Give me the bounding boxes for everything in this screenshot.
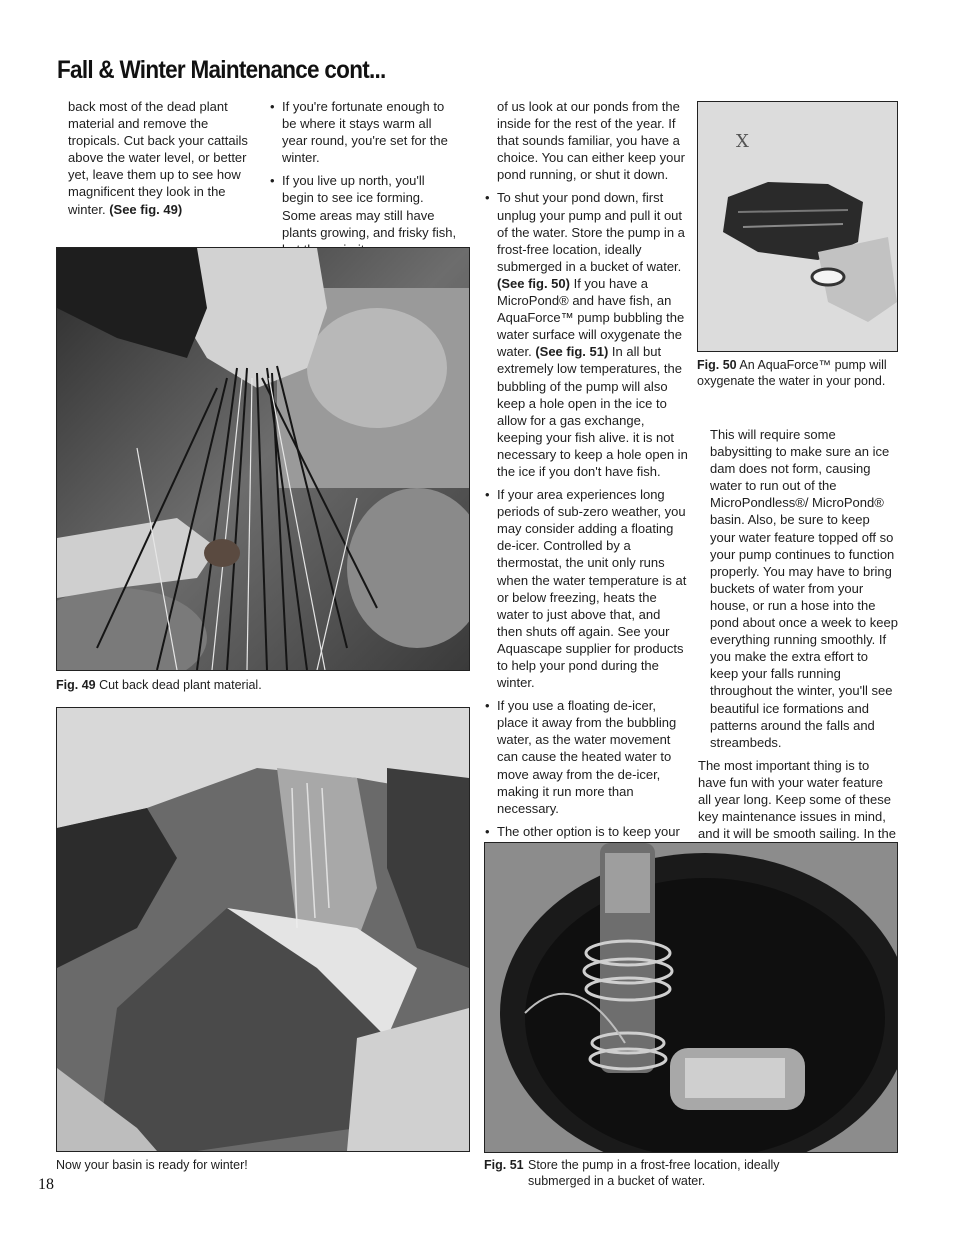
col3-intro: of us look at our ponds from the inside for the rest of the year. If that sounds familiar, you have a choice. You can either keep your pond running, or shut it down. [497, 99, 685, 183]
bullet-text: In all but extremely low temperatures, the bubbling of the pump will also keep a hole open in the ice to allow for a gas exchange, keeping your fish alive. it is not necessary to keep a hole open in the ice if you don't have fish. [497, 344, 688, 479]
see-fig50-ref: (See fig. 50) [497, 275, 570, 291]
fig51-photo [484, 842, 898, 1153]
see-fig49-ref: (See fig. 49) [109, 201, 183, 217]
bullet-text: If you have a MicroPond® and have fish, an AquaForce™ pump bubbling the water surface will oxygenate the water. [497, 275, 685, 360]
fig49-label: Fig. 49 [56, 678, 96, 692]
fig49-caption-text: Cut back dead plant material. [99, 678, 262, 692]
fig51-label: Fig. 51 [484, 1158, 524, 1172]
pump-in-basin-image [485, 843, 897, 1152]
fig50-caption-text: An AquaForce™ pump will oxygenate the water in your pond. [697, 358, 887, 388]
column-4-text [698, 426, 898, 859]
see-fig51-ref: (See fig. 51) [535, 344, 609, 360]
bullet-item: • If your area experiences long periods of sub-zero weather, you may consider adding a floating de-icer. Controlled by a thermostat, the unit only runs when the water temperature is at or below freezing, heats the water to just above that, and then shuts off again. See your Aquascape supplier for products to help your pond during the winter. [485, 486, 688, 691]
column-2-text [270, 98, 458, 264]
fig49-caption [56, 677, 468, 693]
bullet-item: • If you live up north, you'll begin to see ice forming. Some areas may still have plants growing, and frisky fish, [270, 172, 458, 257]
bullet-text: To shut your pond down, first unplug your pump and pull it out of the water. Store the pump in a frost-free location, ideally submerged in a bucket of water. [497, 190, 685, 274]
page-title: Fall & Winter Maintenance cont... [57, 56, 386, 84]
waterfall-caption: Now your basin is ready for winter! [56, 1158, 248, 1172]
waterfall-photo [56, 707, 470, 1152]
page-number: 18 [38, 1176, 54, 1193]
bullet-item: • The other option is to keep your [485, 823, 688, 857]
plant-cutting-image [57, 248, 469, 670]
column-1-text [68, 98, 248, 218]
bullet-item: • If you're fortunate enough to be where it stays warm all year round, you're set for the winter. [270, 98, 458, 166]
col4-paragraph-1: This will require some babysitting to make sure an ice dam does not form, causing water to run out of the MicroPondless®/ MicroPond® basin. Also, be sure to keep your water feature topped off so your pump continues to function properly. You may have to bring buckets of water from your house, or run a hose into the pond about once a week to keep everything running smoothly. If you make the extra effort to keep your falls running throughout the winter, you'll see beautiful ice formations and patterns around the falls and streambeds. [710, 427, 898, 750]
column-3-text [485, 98, 688, 863]
frozen-waterfall-image [57, 708, 469, 1151]
svg-text:X: X [736, 131, 749, 152]
col1-paragraph: back most of the dead plant material and remove the tropicals. Cut back your cattails above the water level, or better yet, leave them up to see how magnificent they look in the winter. [68, 99, 248, 217]
bullet-item [485, 189, 688, 480]
ice-hole-image [698, 102, 897, 351]
bullet-item: • If you use a floating de-icer, place it away from the bubbling water, as the water movement can cause the heated water to move away from the de-icer, making it run more than necessary. [485, 697, 688, 817]
fig51-caption-text: Store the pump in a frost-free location, ideally submerged in a bucket of water. [528, 1158, 780, 1188]
col4-paragraph-2: The most important thing is to have fun with your water feature all year long. Keep some of these key maintenance issues in mind, and it will be smooth sailing. In the [698, 757, 896, 842]
fig49-photo [56, 247, 470, 671]
fig50-label: Fig. 50 [697, 358, 737, 372]
fig50-caption [697, 357, 897, 389]
fig51-caption [484, 1157, 784, 1189]
fig50-photo [697, 101, 898, 352]
